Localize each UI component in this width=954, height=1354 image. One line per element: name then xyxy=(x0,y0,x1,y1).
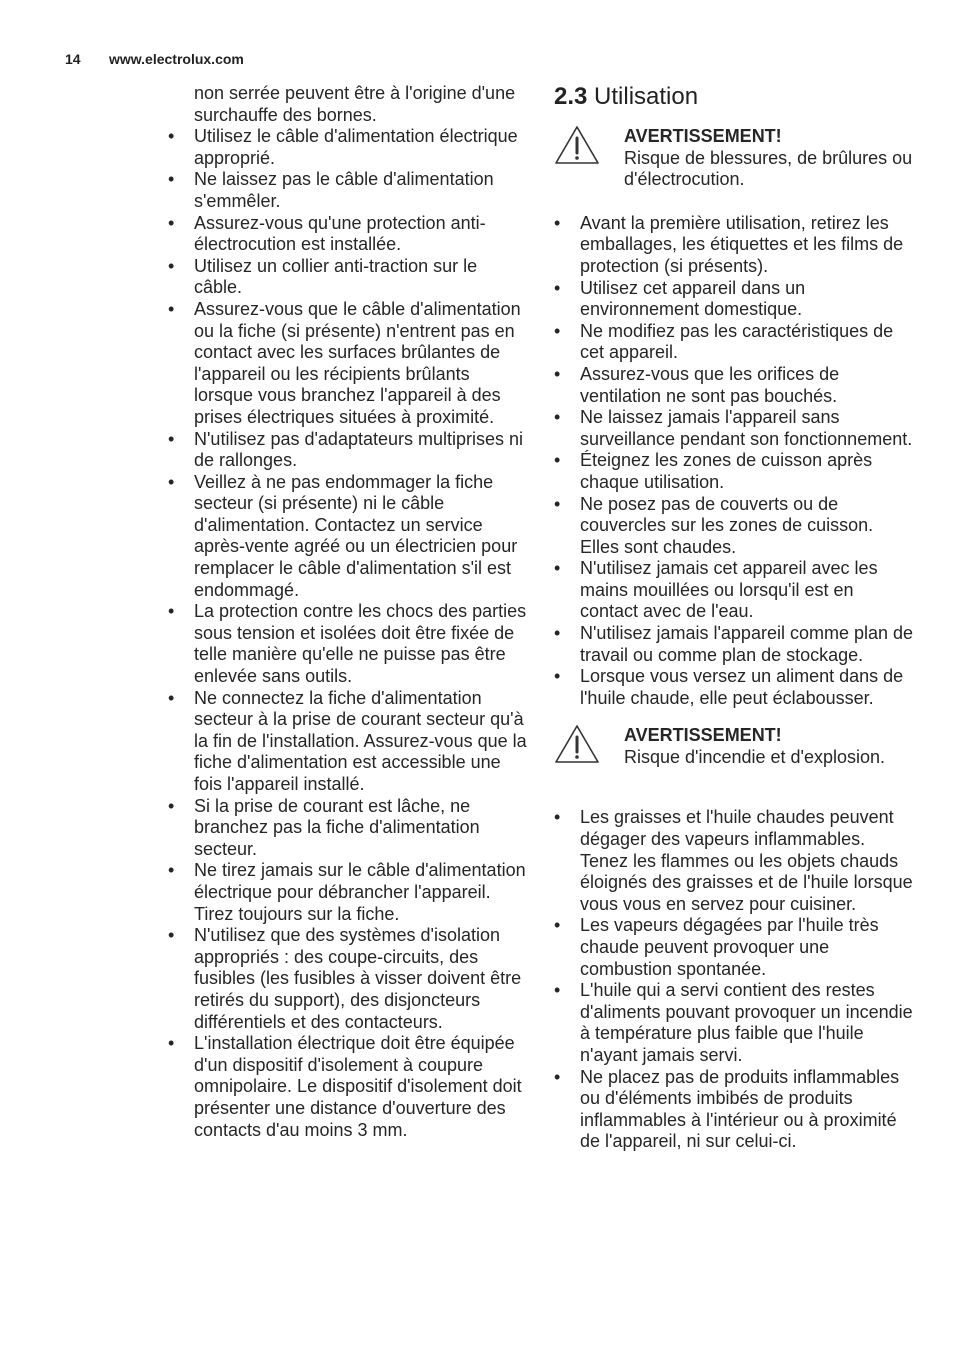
list-item xyxy=(554,450,914,493)
list-item xyxy=(168,256,528,299)
bullet-dot: • xyxy=(168,601,175,622)
list-item-text: Utilisez le câble d'alimentation électrique approprié. xyxy=(194,126,518,168)
list-item xyxy=(554,807,914,915)
warning-box-1 xyxy=(554,126,914,191)
bullet-dot: • xyxy=(554,980,561,1001)
bullet-dot: • xyxy=(554,363,561,384)
list-item-text: Lorsque vous versez un aliment dans de l'huile chaude, elle peut éclabousser. xyxy=(580,666,904,708)
list-item-text: Ne posez pas de couverts ou de couvercles sur les zones de cuisson. Elles sont chaudes. xyxy=(580,493,874,557)
site-url: www.electrolux.com xyxy=(109,51,244,67)
list-item-text: Éteignez les zones de cuisson après chaque utilisation. xyxy=(580,450,873,492)
list-item-text: Si la prise de courant est lâche, ne branchez pas la fiche d'alimentation secteur. xyxy=(194,795,480,859)
warning-title: AVERTISSEMENT! xyxy=(624,126,782,146)
list-item-text: Ne placez pas de produits inflammables ou d'éléments imbibés de produits inflammables à l'intérieur ou à proximité de l'appareil, ni sur celui-ci. xyxy=(580,1066,900,1152)
bullet-dot: • xyxy=(554,1066,561,1087)
list-item xyxy=(554,623,914,666)
warning-title: AVERTISSEMENT! xyxy=(624,725,782,746)
left-bullet-list xyxy=(168,126,528,1141)
warning-triangle-icon xyxy=(554,125,600,165)
list-item-text: N'utilisez jamais cet appareil avec les mains mouillées ou lorsqu'il est en contact avec de l'eau. xyxy=(580,558,878,622)
bullet-dot: • xyxy=(554,277,561,298)
bullet-dot: • xyxy=(554,493,561,514)
continuation-text: non serrée peuvent être à l'origine d'une surchauffe des bornes. xyxy=(194,83,516,125)
list-item xyxy=(554,407,914,450)
list-item xyxy=(554,494,914,559)
list-item xyxy=(554,666,914,709)
list-item-text: Avant la première utilisation, retirez les emballages, les étiquettes et les films de protection (si présents). xyxy=(580,212,904,276)
bullet-dot: • xyxy=(168,126,175,147)
right-column xyxy=(554,84,914,1153)
list-item xyxy=(168,429,528,472)
list-item xyxy=(168,601,528,687)
list-item xyxy=(554,321,914,364)
list-item xyxy=(554,213,914,278)
bullet-dot: • xyxy=(168,1033,175,1054)
list-item-text: Assurez-vous que le câble d'alimentation ou la fiche (si présente) n'entrent pas en contact avec les surfaces brûlantes de l'appareil ou les récipients brûlants lorsque vous branchez l'appareil à des prises électriques situées à proximité. xyxy=(194,298,521,427)
bullet-dot: • xyxy=(168,255,175,276)
list-item xyxy=(554,364,914,407)
warning-text: Risque de blessures, de brûlures ou d'électrocution. xyxy=(624,147,913,190)
list-item xyxy=(168,213,528,256)
list-item xyxy=(168,925,528,1033)
left-column xyxy=(168,83,528,1141)
list-item-text: Ne laissez pas le câble d'alimentation s'emmêler. xyxy=(194,169,494,211)
list-item-text: Assurez-vous qu'une protection anti-électrocution est installée. xyxy=(194,212,486,255)
bullet-dot: • xyxy=(168,428,175,449)
right-bullet-list-2 xyxy=(554,807,914,1153)
bullet-dot: • xyxy=(168,298,175,319)
bullet-dot: • xyxy=(168,471,175,492)
list-item-text: Utilisez cet appareil dans un environnement domestique. xyxy=(580,277,806,320)
bullet-dot: • xyxy=(554,915,561,936)
list-item-text: N'utilisez pas d'adaptateurs multiprises ni de rallonges. xyxy=(194,428,524,471)
list-item-text: Ne modifiez pas les caractéristiques de cet appareil. xyxy=(580,320,894,363)
warning-triangle-icon xyxy=(554,724,600,764)
list-item xyxy=(554,980,914,1066)
list-item xyxy=(168,796,528,861)
section-number: 2.3 xyxy=(554,83,588,110)
list-item xyxy=(168,1033,528,1141)
bullet-dot: • xyxy=(554,212,561,233)
page-header xyxy=(65,51,244,67)
list-item-text: N'utilisez jamais l'appareil comme plan de travail ou comme plan de stockage. xyxy=(580,623,914,665)
list-item-text: Ne connectez la fiche d'alimentation secteur à la prise de courant secteur qu'à la fin de l'installation. Assurez-vous que la fiche d'alimentation est accessible une fois l'appareil installé. xyxy=(194,687,527,794)
bullet-dot: • xyxy=(554,558,561,579)
page-number: 14 xyxy=(65,51,81,67)
list-item xyxy=(168,299,528,429)
bullet-dot: • xyxy=(554,407,561,428)
list-item xyxy=(168,688,528,796)
list-item xyxy=(168,472,528,602)
list-item xyxy=(554,915,914,980)
list-item-text: Les vapeurs dégagées par l'huile très chaude peuvent provoquer une combustion spontanée. xyxy=(580,915,879,979)
bullet-dot: • xyxy=(168,169,175,190)
bullet-dot: • xyxy=(554,623,561,644)
list-item xyxy=(554,558,914,623)
section-title: Utilisation xyxy=(594,83,699,110)
right-bullet-list-1 xyxy=(554,213,914,710)
list-item-text: Ne tirez jamais sur le câble d'alimentation électrique pour débrancher l'appareil. Tirez toujours sur la fiche. xyxy=(194,860,526,924)
bullet-dot: • xyxy=(554,807,561,828)
list-item-text: Assurez-vous que les orifices de ventilation ne sont pas bouchés. xyxy=(580,363,840,406)
list-item xyxy=(168,169,528,212)
list-item-text: Les graisses et l'huile chaudes peuvent dégager des vapeurs inflammables. Tenez les flammes ou les objets chauds éloignés des graisses et de l'huile lorsque vous vous en servez pour cuisiner. xyxy=(580,807,913,914)
list-item xyxy=(168,860,528,925)
list-item xyxy=(168,126,528,169)
list-item xyxy=(554,1067,914,1153)
bullet-dot: • xyxy=(554,450,561,471)
section-heading xyxy=(554,84,914,110)
warning-text: Risque d'incendie et d'explosion. xyxy=(624,747,886,768)
bullet-dot: • xyxy=(554,666,561,687)
list-item-text: L'installation électrique doit être équipée d'un dispositif d'isolement à coupure omnipolaire. Le dispositif d'isolement doit présenter une distance d'ouverture des contacts d'au moins 3 mm. xyxy=(194,1033,522,1140)
bullet-dot: • xyxy=(168,925,175,946)
list-item xyxy=(554,278,914,321)
bullet-dot: • xyxy=(554,320,561,341)
bullet-dot: • xyxy=(168,212,175,233)
list-item-text: L'huile qui a servi contient des restes d'aliments pouvant provoquer un incendie à température plus faible que l'huile n'ayant jamais servi. xyxy=(580,980,913,1065)
bullet-dot: • xyxy=(168,860,175,881)
list-item-text: Veillez à ne pas endommager la fiche secteur (si présente) ni le câble d'alimentation. Contactez un service après-vente agréé ou un électricien pour remplacer le câble d'alimentation s'il est endommagé. xyxy=(194,471,518,600)
warning-box-2 xyxy=(554,725,914,785)
list-item-text: Ne laissez jamais l'appareil sans surveillance pendant son fonctionnement. xyxy=(580,407,913,449)
list-item-text: Utilisez un collier anti-traction sur le câble. xyxy=(194,255,478,298)
list-item-text: La protection contre les chocs des parties sous tension et isolées doit être fixée de telle manière qu'elle ne puisse pas être enlevée sans outils. xyxy=(194,601,527,687)
bullet-dot: • xyxy=(168,795,175,816)
list-item-text: N'utilisez que des systèmes d'isolation appropriés : des coupe-circuits, des fusibles (les fusibles à visser doivent être retirés du support), des disjoncteurs différentiels et des contacteurs. xyxy=(194,925,522,1032)
bullet-dot: • xyxy=(168,687,175,708)
